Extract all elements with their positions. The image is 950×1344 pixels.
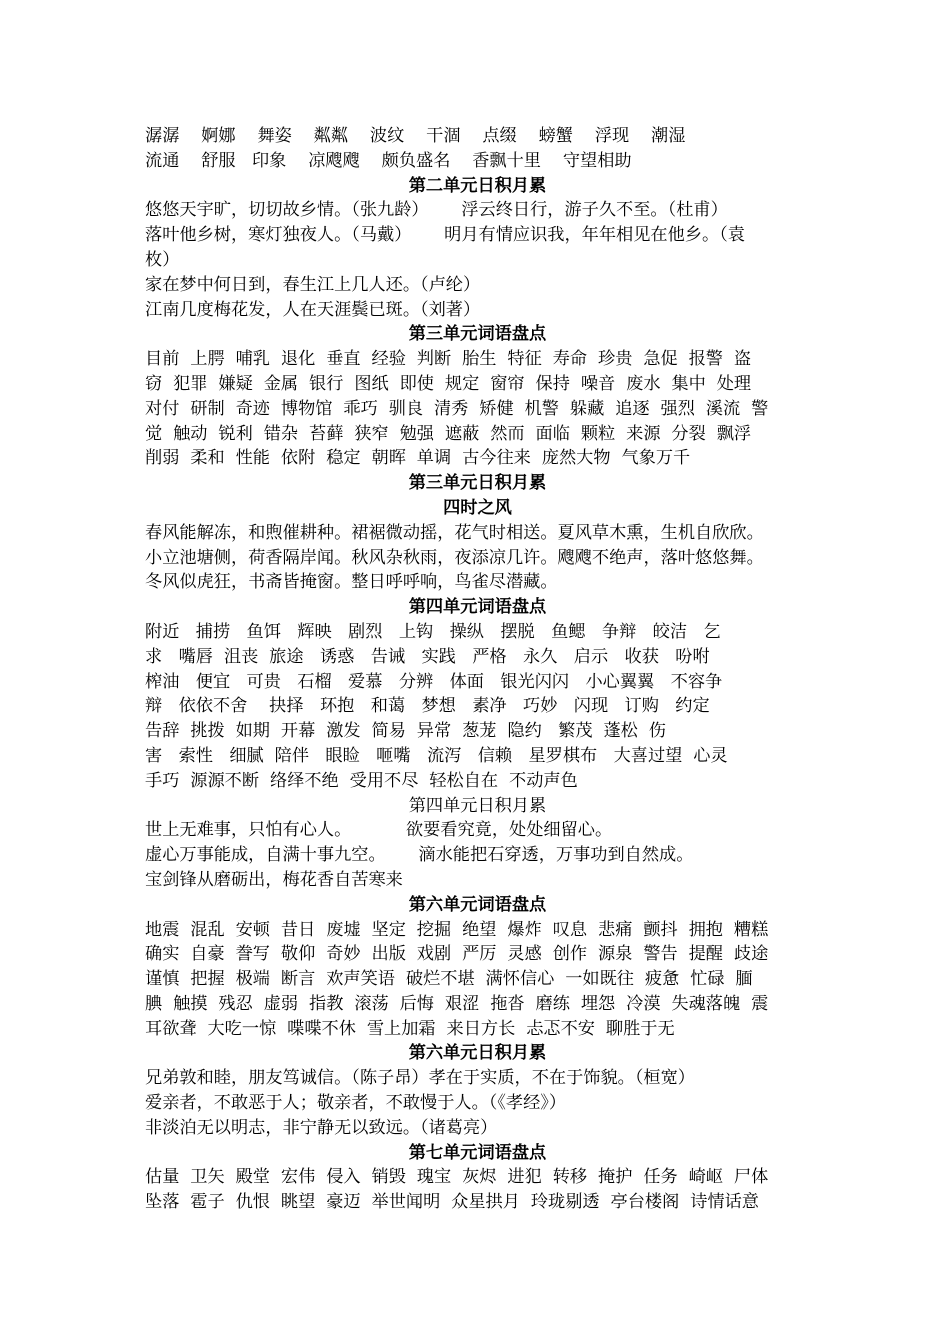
text-line: 家在梦中何日到，春生江上几人还。（卢纶） [145,274,481,295]
section-heading: 第三单元日积月累 [408,473,547,494]
section-heading: 第六单元词语盘点 [408,894,547,915]
text-line: 枚） [145,249,180,270]
text-line: 冬风似虎狂，书斋皆掩窗。整日呼呼响，鸟雀尽潜藏。 [145,572,558,593]
text-line: 榨油 便宜 可贵 石榴 爱慕 分辨 体面 银光闪闪 小心翼翼 不容争 [145,671,723,692]
text-line: 江南几度梅花发，人在天涯鬓已斑。（刘著） [145,299,481,320]
text-line: 世上无难事，只怕有心人。 欲要看究竟，处处细留心。 [145,820,613,841]
text-line: 对付 研制 奇迹 博物馆 乖巧 驯良 清秀 矫健 机警 躲藏 追逐 强烈 溪流 警 [145,398,769,419]
text-line: 窃 犯罪 嫌疑 金属 银行 图纸 即使 规定 窗帘 保持 噪音 废水 集中 处理 [145,373,752,394]
section-heading: 第四单元日积月累 [408,795,547,816]
text-line: 小立池塘侧，荷香隔岸闻。秋风杂秋雨，夜添凉几许。飕飕不绝声，落叶悠悠舞。 [145,547,764,568]
text-line: 求 嘴唇 沮丧 旅途 诱惑 告诫 实践 严格 永久 启示 收获 吩咐 [145,646,710,667]
text-line: 流通 舒服 印象 凉飕飕 颇负盛名 香飘十里 守望相助 [145,150,632,171]
text-line: 坠落 雹子 仇恨 眺望 豪迈 举世闻明 众星拱月 玲珑剔透 亭台楼阁 诗情话意 [145,1192,759,1213]
text-line: 非淡泊无以明志，非宁静无以致远。（诸葛亮） [145,1117,498,1138]
section-heading: 四时之风 [443,497,512,518]
text-line: 目前 上腭 哺乳 退化 垂直 经验 判断 胎生 特征 寿命 珍贵 急促 报警 盗 [145,349,752,370]
text-line: 潺潺 婀娜 舞姿 粼粼 波纹 干涸 点缀 螃蟹 浮现 潮湿 [145,126,686,146]
text-line: 春风能解冻，和煦催耕种。裙裾微动摇，花气时相送。夏风草木熏，生机自欣欣。 [145,522,764,543]
section-heading: 第六单元日积月累 [408,1043,547,1064]
text-line: 悠悠天宇旷，切切故乡情。（张九龄） 浮云终日行，游子久不至。（杜甫） [145,200,728,221]
text-line: 兄弟敦和睦，朋友笃诚信。（陈子昂）孝在于实质，不在于饰貌。（桓宽） [145,1068,695,1089]
section-heading: 第四单元词语盘点 [408,597,547,618]
text-line: 告辞 挑拨 如期 开幕 激发 简易 异常 葱茏 隐约 繁茂 蓬松 伤 [145,721,666,742]
section-heading: 第七单元词语盘点 [408,1142,547,1163]
text-line: 虚心万事能成，自满十事九空。 滴水能把石穿透，万事功到自然成。 [145,845,694,866]
text-line: 附近 捕捞 鱼饵 辉映 剧烈 上钩 操纵 摆脱 鱼鳃 争辩 皎洁 乞 [145,621,721,642]
text-line: 害 索性 细腻 陪伴 眼睑 咂嘴 流泻 信赖 星罗棋布 大喜过望 心灵 [145,745,728,766]
text-line: 落叶他乡树，寒灯独夜人。（马戴） 明月有情应识我，年年相见在他乡。（袁 [145,225,745,246]
text-line: 谨慎 把握 极端 断言 欢声笑语 破烂不堪 满怀信心 一如既往 疲惫 忙碌 腼 [145,969,753,990]
text-line: 辩 依依不舍 抉择 环抱 和蔼 梦想 素净 巧妙 闪现 订购 约定 [145,696,710,717]
text-line: 耳欲聋 大吃一惊 喋喋不休 雪上加霜 来日方长 忐忑不安 聊胜于无 [145,1018,675,1039]
text-line: 削弱 柔和 性能 依附 稳定 朝晖 单调 古今往来 庞然大物 气象万千 [145,448,691,469]
text-line: 确实 自豪 誊写 敬仰 奇妙 出版 戏剧 严厉 灵感 创作 源泉 警告 提醒 歧途 [145,944,769,965]
section-heading: 第三单元词语盘点 [408,324,547,345]
text-line: 地震 混乱 安顿 昔日 废墟 坚定 挖掘 绝望 爆炸 叹息 悲痛 颤抖 拥抱 糟糕 [145,919,769,940]
text-line: 估量 卫矢 殿堂 宏伟 侵入 销毁 瑰宝 灰烬 进犯 转移 掩护 任务 崎岖 尸体 [145,1167,769,1188]
document-body [145,124,810,1215]
section-heading: 第二单元日积月累 [408,175,547,196]
text-line: 手巧 源源不断 络绎不绝 受用不尽 轻松自在 不动声色 [145,770,578,791]
text-line: 爱亲者，不敢恶于人；敬亲者，不敢慢于人。（《孝经》） [145,1093,567,1114]
text-line: 觉 触动 锐利 错杂 苔藓 狭窄 勉强 遮蔽 然而 面临 颗粒 来源 分裂 飘浮 [145,423,752,444]
text-line: 腆 触摸 残忍 虚弱 指教 滚荡 后悔 艰涩 拖沓 磨练 埋怨 冷漠 失魂落魄 震 [145,993,769,1014]
text-line: 宝剑锋从磨砺出，梅花香自苦寒来 [145,869,403,890]
